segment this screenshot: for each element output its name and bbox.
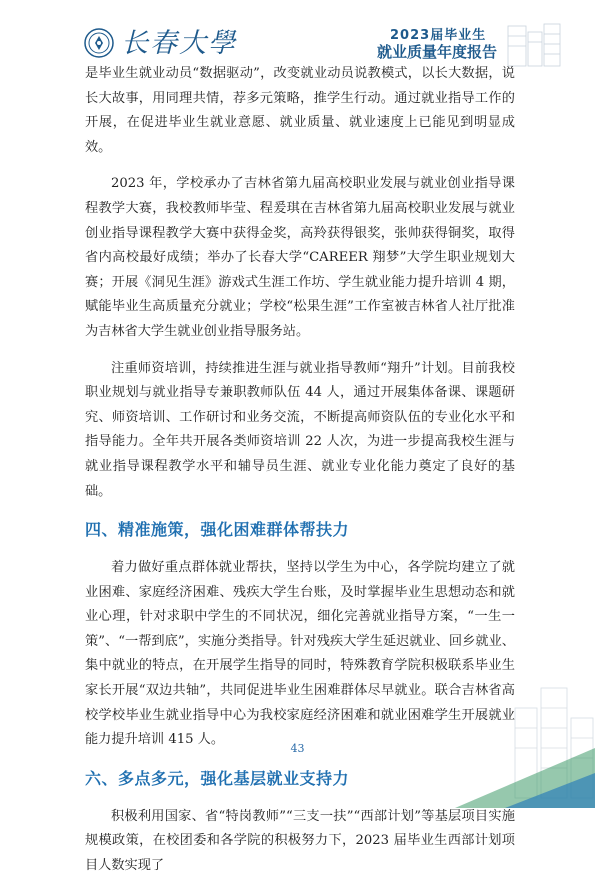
report-year-suffix: 届毕业生: [430, 28, 487, 43]
body-paragraph: 2023 年，学校承办了吉林省第九届高校职业发展与就业创业指导课程教学大赛，我校教师毕莹、程爰琪在吉林省第九届高校职业发展与就业创业指导课程教学大赛中获得金奖，高羚获得银奖，张帅获得铜奖，取得省内高校最好成绩；举办了长春大学“CAREER 翔梦”大学生职业规划大赛；开展《洞见生涯》游戏式生涯工作坊、学生就业能力提升培训 4 期，赋能毕业生高质量充分就业；学校“松果生涯”工作室被吉林省人社厅批准为吉林省大学生就业创业指导服务站。: [85, 176, 515, 339]
page-number: 43: [290, 742, 305, 755]
section-heading-6: 六、多点多元，强化基层就业支持力: [85, 768, 350, 788]
section-heading-4: 四、精准施策，强化困难群体帮扶力: [85, 520, 350, 540]
body-paragraph: 注重师资培训，持续推进生涯与就业指导教师“翔升”计划。目前我校职业规划与就业指导专兼职教师队伍 44 人，通过开展集体备课、课题研究、师资培训、工作研讨和业务交流，不断提高师资队伍的专业化水平和指导能力。全年共开展各类师资培训 22 人次，为进一步提高我校生涯与就业指导课程教学水平和辅导员生涯、就业专业化能力奠定了良好的基础。: [85, 360, 515, 499]
page-header: [0, 0, 595, 62]
report-year: 2023: [390, 28, 431, 43]
decorative-corner-graphic: [395, 668, 595, 808]
body-paragraph: 着力做好重点群体就业帮扶，坚持以学生为中心，各学院均建立了就业困难、家庭经济困难、残疾大学生台账，及时掌握毕业生思想动态和就业心理，针对求职中学生的不同状况，细化完善就业指导方案，“一生一策”、“一帮到底”，实施分类指导。针对残疾大学生延迟就业、回乡就业、集中就业的特点，在开展学生指导的同时，特殊教育学院积极联系毕业生家长开展“双边共轴”，共同促进毕业生困难群体尽早就业。联合吉林省高校学校毕业生就业指导中心为我校家庭经济困难和就业困难学生开展就业能力提升培训 415 人。: [85, 560, 515, 748]
body-paragraph: 是毕业生就业动员“数据驱动”，改变就业动员说教模式，以长大数据，说长大故事，用同理共情，荐多元策略，推学生行动。通过就业指导工作的开展，在促进毕业生就业意愿、就业质量、就业速度上已能见到明显成效。: [85, 66, 515, 155]
university-seal-icon: [84, 28, 114, 58]
report-title: 就业质量年度报告: [377, 43, 498, 61]
body-paragraph: 积极利用国家、省“特岗教师”“三支一扶”“西部计划”等基层项目实施规模政策，在校团委和各学院的积极努力下，2023 届毕业生西部计划项目人数实现了: [85, 808, 515, 874]
university-logo-text: 长春大學: [121, 28, 237, 59]
